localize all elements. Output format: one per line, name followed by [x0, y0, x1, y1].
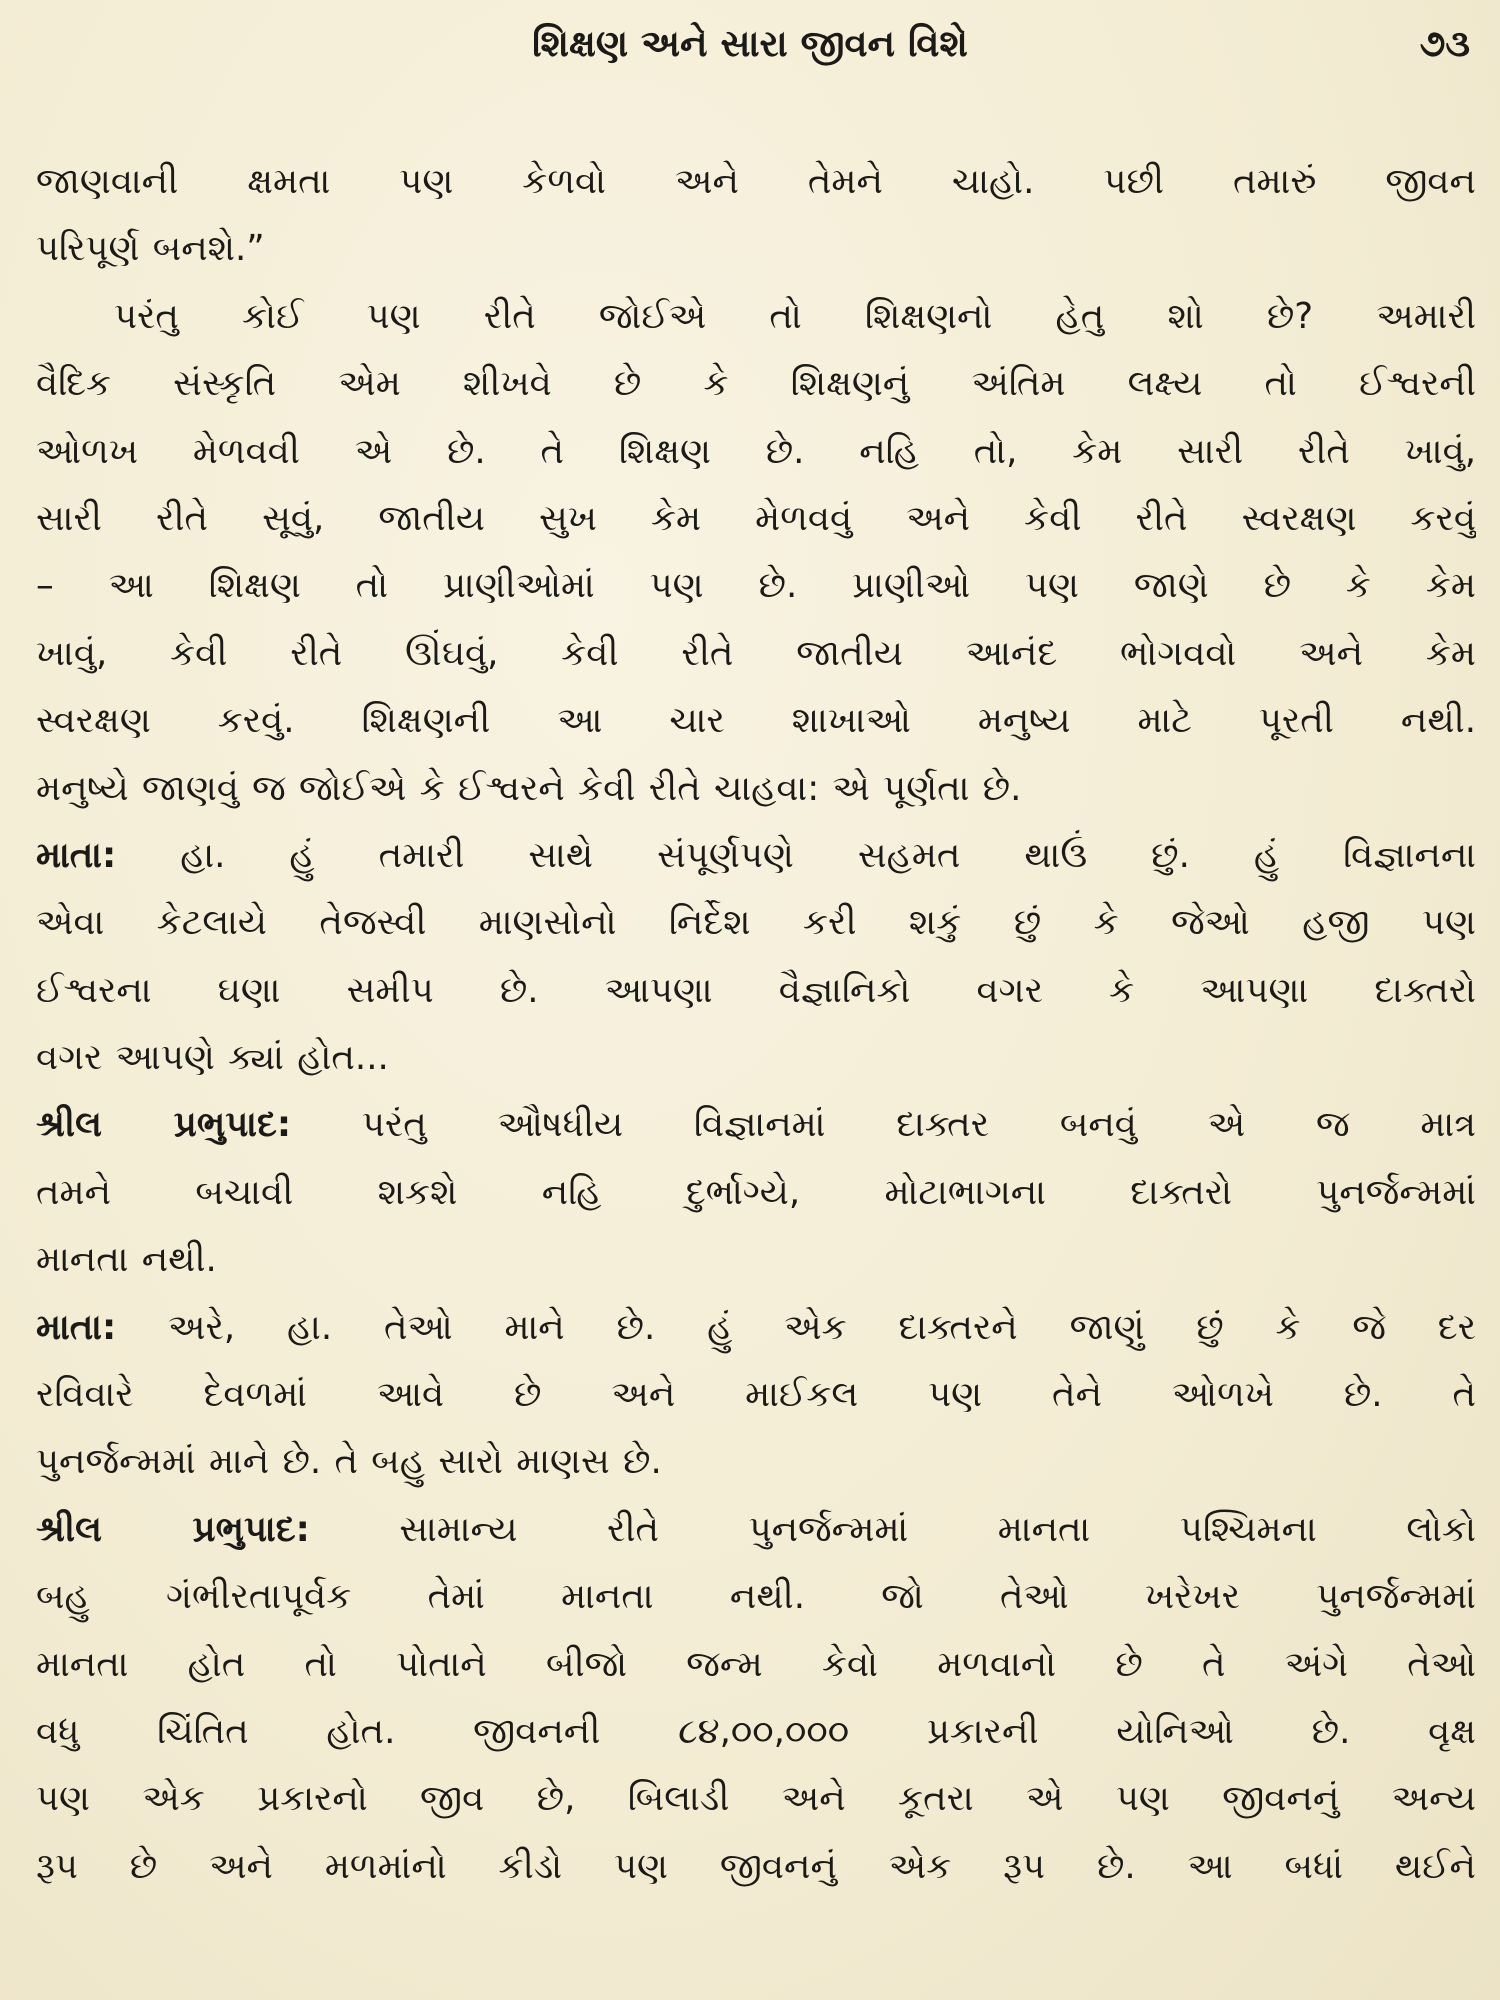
line-text: જાણવાની ક્ષમતા પણ કેળવો અને તેમને ચાહો. પછી તમારું જીવન	[36, 161, 1476, 202]
line-text: એવા કેટલાયે તેજસ્વી માણસોનો નિર્દેશ કરી શકું છું કે જેઓ હજી પણ	[36, 902, 1476, 944]
page-number: ૭૩	[1419, 22, 1470, 65]
text-line	[36, 620, 1476, 687]
body-text	[36, 148, 1476, 1900]
text-line	[36, 1631, 1476, 1698]
line-text: મનુષ્યે જાણવું જ જોઈએ કે ઈશ્વરને કેવી રીતે ચાહવા: એ પૂર્ણતા છે.	[36, 767, 1022, 809]
text-line	[36, 552, 1476, 619]
text-line	[36, 215, 1476, 282]
text-line	[36, 485, 1476, 552]
line-text: પરંતુ કોઈ પણ રીતે જોઈએ તો શિક્ષણનો હેતુ શો છે? અમારી	[114, 295, 1476, 337]
text-line	[36, 822, 1476, 889]
speaker-label: માતા:	[36, 834, 117, 876]
line-text: પરિપૂર્ણ બનશે.”	[36, 228, 265, 270]
text-line	[36, 1226, 1476, 1293]
text-line	[36, 1765, 1476, 1832]
speaker-label: માતા:	[36, 1306, 117, 1348]
line-text: વૈદિક સંસ્કૃતિ એમ શીખવે છે કે શિક્ષણનું અંતિમ લક્ષ્ય તો ઈશ્વરની	[36, 363, 1476, 405]
speaker-label: શ્રીલ પ્રભુપાદ:	[36, 1508, 310, 1550]
text-line	[36, 1024, 1476, 1091]
text-line	[36, 1294, 1476, 1361]
text-line	[36, 1698, 1476, 1765]
chapter-title: શિક્ષણ અને સારા જીવન વિશે	[532, 22, 968, 65]
speaker-label: શ્રીલ પ્રભુપાદ:	[36, 1104, 292, 1146]
line-text: બહુ ગંભીરતાપૂર્વક તેમાં માનતા નથી. જો તેઓ ખરેખર પુનર્જન્મમાં	[36, 1576, 1476, 1618]
text-line	[36, 283, 1476, 350]
line-text: પુનર્જન્મમાં માને છે. તે બહુ સારો માણસ છે.	[36, 1441, 662, 1483]
line-text: સામાન્ય રીતે પુનર્જન્મમાં માનતા પશ્ચિમના લોકો	[399, 1508, 1476, 1550]
line-text: માનતા હોત તો પોતાને બીજો જન્મ કેવો મળવાનો છે તે અંગે તેઓ	[36, 1643, 1476, 1685]
text-line	[36, 1563, 1476, 1630]
text-line	[36, 1091, 1476, 1158]
line-text: અરે, હા. તેઓ માને છે. હું એક દાક્તરને જાણું છું કે જે દર	[168, 1306, 1476, 1348]
text-line	[36, 1159, 1476, 1226]
line-text: તમને બચાવી શકશે નહિ દુર્ભાગ્યે, મોટાભાગના દાક્તરો પુનર્જન્મમાં	[36, 1171, 1476, 1213]
line-text: ખાવું, કેવી રીતે ઊંઘવું, કેવી રીતે જાતીય આનંદ ભોગવવો અને કેમ	[36, 632, 1476, 674]
line-text: સારી રીતે સૂવું, જાતીય સુખ કેમ મેળવવું અને કેવી રીતે સ્વરક્ષણ કરવું	[36, 497, 1476, 539]
text-line	[36, 889, 1476, 956]
running-header	[0, 14, 1500, 74]
line-text: વધુ ચિંતિત હોત. જીવનની ૮૪,૦૦,૦૦૦ પ્રકારની યોનિઓ છે. વૃક્ષ	[36, 1710, 1476, 1752]
line-text: હા. હું તમારી સાથે સંપૂર્ણપણે સહમત થાઉં છું. હું વિજ્ઞાનના	[180, 834, 1476, 876]
text-line	[36, 687, 1476, 754]
text-line	[36, 350, 1476, 417]
text-line	[36, 418, 1476, 485]
line-text: પરંતુ ઔષધીય વિજ્ઞાનમાં દાક્તર બનવું એ જ માત્ર	[361, 1104, 1476, 1146]
line-text: માનતા નથી.	[36, 1239, 217, 1281]
line-text: – આ શિક્ષણ તો પ્રાણીઓમાં પણ છે. પ્રાણીઓ પણ જાણે છે કે કેમ	[36, 565, 1476, 607]
text-line	[36, 957, 1476, 1024]
line-text: ઓળખ મેળવવી એ છે. તે શિક્ષણ છે. નહિ તો, કેમ સારી રીતે ખાવું,	[36, 430, 1476, 472]
line-text: ઈશ્વરના ઘણા સમીપ છે. આપણા વૈજ્ઞાનિકો વગર કે આપણા દાક્તરો	[36, 969, 1476, 1011]
text-line	[36, 148, 1476, 215]
text-line	[36, 755, 1476, 822]
line-text: પણ એક પ્રકારનો જીવ છે, બિલાડી અને કૂતરા એ પણ જીવનનું અન્ય	[36, 1778, 1476, 1820]
text-line	[36, 1833, 1476, 1900]
line-text: રવિવારે દેવળમાં આવે છે અને માઈકલ પણ તેને ઓળખે છે. તે	[36, 1374, 1476, 1416]
line-text: રૂપ છે અને મળમાંનો કીડો પણ જીવનનું એક રૂપ છે. આ બધાં થઈને	[36, 1845, 1476, 1887]
text-line	[36, 1361, 1476, 1428]
line-text: વગર આપણે ક્યાં હોત...	[36, 1037, 389, 1079]
text-line	[36, 1496, 1476, 1563]
text-line	[36, 1428, 1476, 1495]
line-text: સ્વરક્ષણ કરવું. શિક્ષણની આ ચાર શાખાઓ મનુષ્ય માટે પૂરતી નથી.	[36, 700, 1476, 742]
